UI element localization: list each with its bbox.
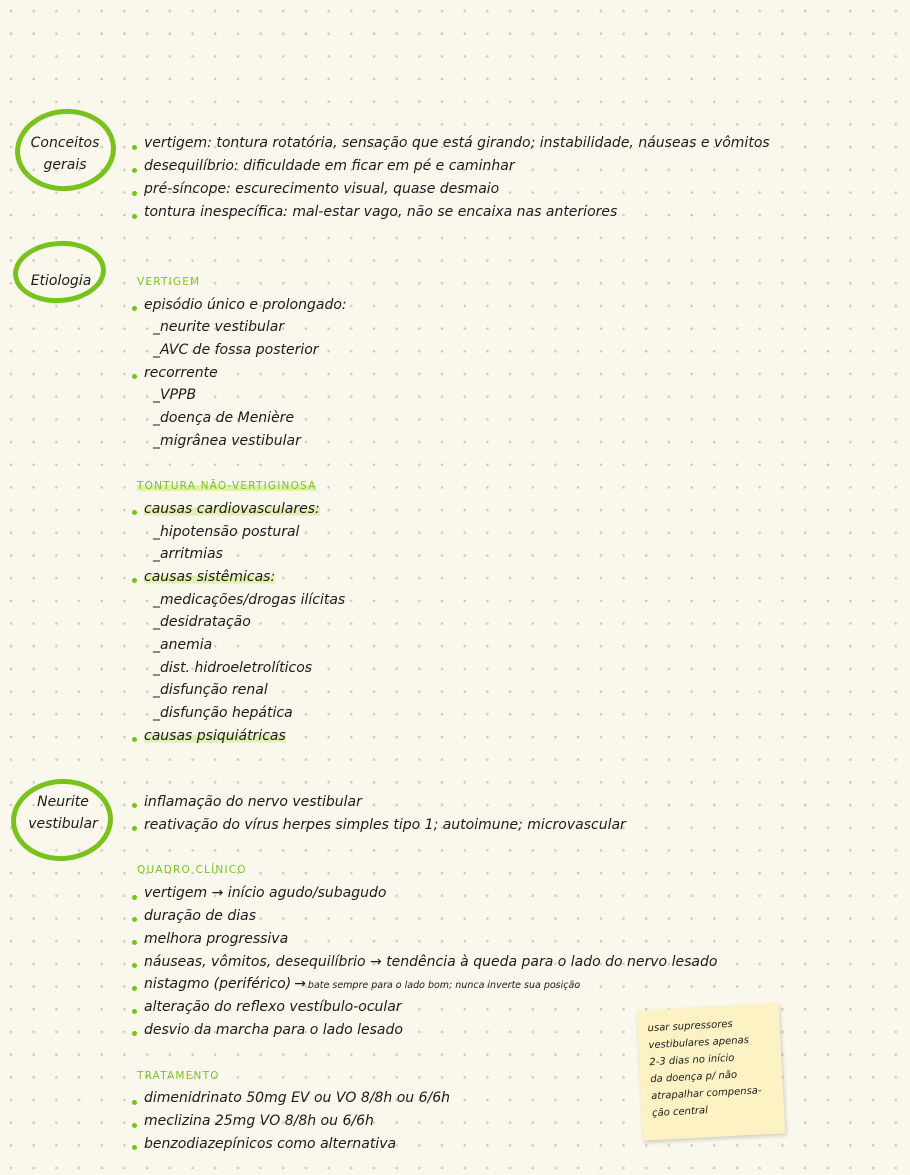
section-heading-vertigo: VERTIGEM <box>137 276 201 288</box>
spacer <box>131 837 891 860</box>
list-item <box>131 498 891 521</box>
sticky-note <box>637 1003 786 1140</box>
list-item: benzodiazepínicos como alternativa <box>131 1133 891 1156</box>
nystagmus-annotation: bate sempre para o lado bom; nunca inverte sua posição <box>307 980 581 992</box>
sub-item: _neurite vestibular <box>153 319 285 336</box>
highlighted-heading: TONTURA NÃO-VERTIGINOSA <box>137 480 317 493</box>
list-item: desvio da marcha para o lado lesado <box>131 1019 891 1042</box>
concepts-list <box>131 132 891 224</box>
sub-item: _disfunção renal <box>153 682 268 699</box>
sub-item: _migrânea vestibular <box>153 432 301 449</box>
list-item: melhora progressiva <box>131 928 891 951</box>
sticky-note-line: atrapalhar compensa- <box>650 1085 762 1103</box>
section-heading-clinical: QUADRO CLÍNICO <box>137 864 247 877</box>
section-heading-treatment: TRATAMENTO <box>137 1069 220 1082</box>
list-item <box>131 725 891 748</box>
concept-item: desequilíbrio: dificuldade em ficar em pé e caminhar <box>131 155 891 178</box>
topic-label-concepts <box>18 132 112 176</box>
list-item: recorrente <box>131 362 891 385</box>
sub-item: _VPPB <box>153 387 197 404</box>
sticky-note-line: ção central <box>651 1105 709 1120</box>
topic-label-line: gerais <box>43 157 87 173</box>
list-item: alteração do reflexo vestíbulo-ocular <box>131 996 891 1019</box>
sub-item: _arritmias <box>153 546 223 563</box>
sub-item: _disfunção hepática <box>153 705 293 722</box>
concept-item: vertigem: tontura rotatória, sensação que está girando; instabilidade, náuseas e vômitos <box>131 132 891 155</box>
topic-label-neuritis <box>13 791 113 835</box>
topic-label-line: vestibular <box>28 816 98 832</box>
concept-item: pré-síncope: escurecimento visual, quase desmaio <box>131 178 891 201</box>
highlighted-text: causas sistêmicas: <box>144 568 276 585</box>
sticky-note-line: vestibulares apenas <box>648 1034 750 1052</box>
topic-label-line: Conceitos <box>30 135 100 151</box>
nystagmus-text: nistagmo (periférico) <box>144 976 292 993</box>
etiology-list <box>131 271 891 747</box>
topic-label-etiology <box>15 270 107 292</box>
topic-label-line: Neurite <box>37 794 89 810</box>
list-item: meclizina 25mg VO 8/8h ou 6/6h <box>131 1110 891 1133</box>
sub-item: _dist. hidroeletrolíticos <box>153 659 313 676</box>
spacer <box>131 453 891 476</box>
sticky-note-line: usar supressores <box>647 1018 733 1035</box>
sub-item: _doença de Menière <box>153 410 295 427</box>
list-item: reativação do vírus herpes simples tipo 1; autoimune; microvascular <box>131 814 891 837</box>
highlighted-text: causas cardiovasculares: <box>144 500 320 517</box>
sub-item: _AVC de fossa posterior <box>153 342 319 359</box>
concept-item: tontura inespecífica: mal-estar vago, não se encaixa nas anteriores <box>131 201 891 224</box>
sub-item: _desidratação <box>153 614 251 631</box>
section-heading-non-vertigo <box>131 475 891 498</box>
highlighted-text: causas psiquiátricas <box>144 727 286 744</box>
topic-label-line: Etiologia <box>30 273 92 289</box>
sticky-note-line: da doença p/ não <box>650 1069 738 1086</box>
list-item: episódio único e prolongado: <box>131 294 891 317</box>
sub-item: _medicações/drogas ilícitas <box>153 591 346 608</box>
list-item: inflamação do nervo vestibular <box>131 791 891 814</box>
sub-item: _anemia <box>153 637 213 653</box>
list-item <box>131 566 891 589</box>
list-item: vertigem → início agudo/subagudo <box>131 882 891 905</box>
list-item: dimenidrinato 50mg EV ou VO 8/8h ou 6/6h <box>131 1087 891 1110</box>
list-item-nystagmus <box>131 973 891 996</box>
sticky-note-line: 2-3 dias no início <box>649 1052 735 1069</box>
list-item: duração de dias <box>131 905 891 928</box>
arrow-icon: → <box>294 976 306 993</box>
list-item: náuseas, vômitos, desequilíbrio → tendência à queda para o lado do nervo lesado <box>131 951 891 974</box>
sub-item: _hipotensão postural <box>153 523 300 540</box>
